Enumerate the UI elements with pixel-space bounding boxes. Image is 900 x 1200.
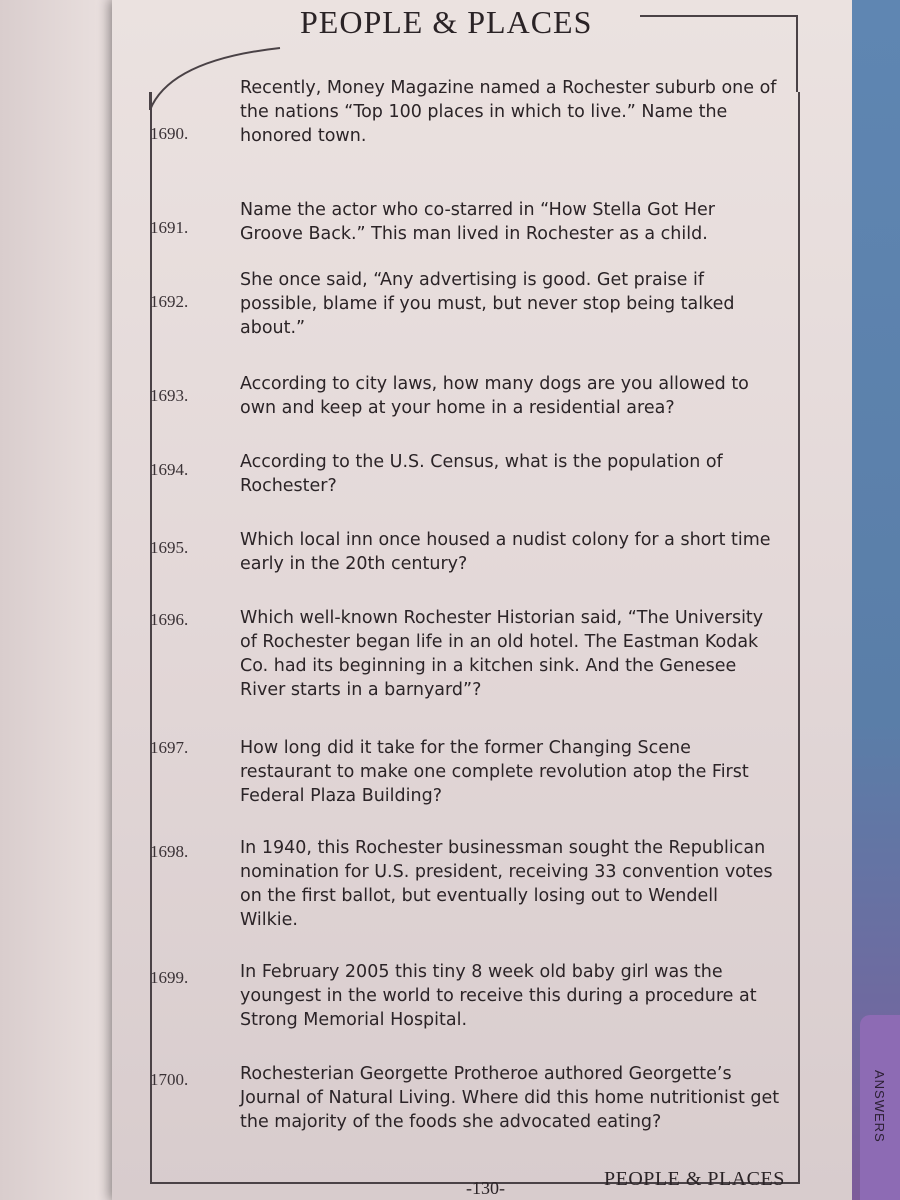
- question-text: Name the actor who co-starred in “How Stella Got Her Groove Back.” This man lived in Rochester as a child.: [240, 200, 715, 244]
- question-text: According to city laws, how many dogs are you allowed to own and keep at your home in a residential area?: [240, 374, 749, 418]
- question-number: 1698.: [150, 842, 189, 861]
- question-number: 1691.: [150, 218, 189, 237]
- footer-title: PEOPLE & PLACES: [604, 1168, 785, 1190]
- question-number: 1692.: [150, 292, 189, 311]
- page-number: -130-: [466, 1178, 505, 1198]
- question-number: 1693.: [150, 386, 189, 405]
- question-number: 1695.: [150, 538, 189, 557]
- question-text: She once said, “Any advertising is good. Get praise if possible, blame if you must, but never stop being talked about.”: [240, 270, 735, 338]
- question-text: Which local inn once housed a nudist colony for a short time early in the 20th century?: [240, 530, 771, 574]
- question-text: Which well-known Rochester Historian said, “The University of Rochester began life in an old hotel. The Eastman Kodak Co. had its beginning in a kitchen sink. And the Genesee River starts in a barnyard”?: [240, 608, 764, 700]
- question-text: According to the U.S. Census, what is the population of Rochester?: [240, 452, 723, 496]
- question-number: 1699.: [150, 968, 189, 987]
- question-text: In February 2005 this tiny 8 week old baby girl was the youngest in the world to receive this during a procedure at Strong Memorial Hospital.: [240, 962, 757, 1030]
- question-number: 1700.: [150, 1070, 189, 1089]
- question-number: 1697.: [150, 738, 189, 757]
- question-number: 1696.: [150, 610, 189, 629]
- page-title: PEOPLE & PLACES: [300, 4, 593, 40]
- question-number: 1690.: [150, 124, 189, 143]
- answers-tab-label: ANSWERS: [872, 1070, 887, 1143]
- question-number: 1694.: [150, 460, 189, 479]
- question-text: In 1940, this Rochester businessman sought the Republican nomination for U.S. president, receiving 33 convention votes on the first ballot, but eventually losing out to Wendell Wilkie.: [240, 838, 773, 930]
- question-text: How long did it take for the former Changing Scene restaurant to make one complete revolution atop the First Federal Plaza Building?: [240, 738, 749, 806]
- question-text: Recently, Money Magazine named a Rochester suburb one of the nations “Top 100 places in which to live.” Name the honored town.: [240, 78, 777, 146]
- question-text: Rochesterian Georgette Protheroe authored Georgette’s Journal of Natural Living. Where did this home nutritionist get the majority of the foods she advocated eating?: [240, 1064, 780, 1132]
